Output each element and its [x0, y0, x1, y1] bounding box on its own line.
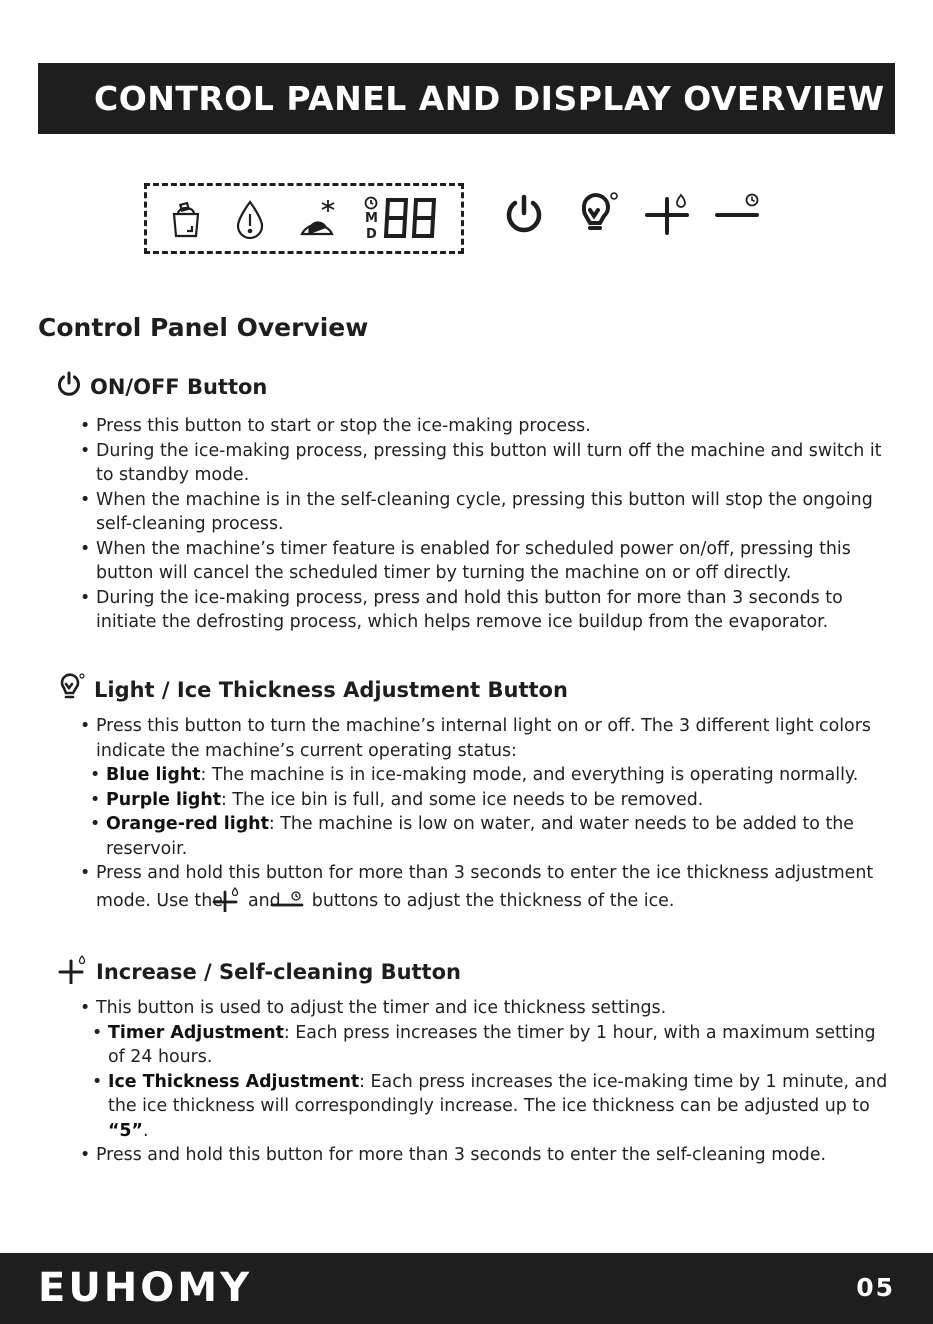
- page-number: 05: [856, 1273, 895, 1302]
- color-desc: : The ice bin is full, and some ice needs to be removed.: [221, 789, 704, 810]
- light-bulb-icon: [58, 672, 86, 707]
- ice-thickness-icon: [296, 198, 340, 240]
- hold-and: and: [248, 890, 281, 911]
- list-item: • Press this button to start or stop the ice-making process.: [80, 414, 890, 439]
- setting-desc: : Each press increases the timer by 1 hour, with a maximum setting of 24 hours.: [108, 1022, 876, 1067]
- color-name: Purple light: [106, 789, 222, 810]
- color-name: Orange-red light: [106, 814, 269, 834]
- timer-icon: [364, 196, 378, 210]
- list-item: • This button is used to adjust the timer and ice thickness settings.: [80, 996, 890, 1021]
- footer-bar: [0, 1253, 933, 1324]
- setting-desc: : Each press increases the ice-making time by 1 minute, and the ice thickness will correspondingly increase. The ice thickness can be adjusted up to: [108, 1071, 888, 1116]
- light-bulb-icon[interactable]: [576, 190, 620, 236]
- list-item: [80, 861, 890, 919]
- list-item: [90, 788, 890, 813]
- setting-name: Ice Thickness Adjustment: [108, 1071, 360, 1092]
- hold-text-a: Press and hold this button for more than 3 seconds to enter the ice thickness adjustment mode. Use the: [96, 863, 874, 911]
- light-list: [80, 714, 890, 919]
- minus-timer-icon[interactable]: [715, 192, 763, 224]
- list-item: • During the ice-making process, pressing this button will turn off the machine and switch it to standby mode.: [80, 439, 890, 488]
- onoff-heading-label: ON/OFF Button: [90, 374, 268, 399]
- list-item: • Press this button to turn the machine’s internal light on or off. The 3 different light colors indicate the machine’s current operating status:: [80, 714, 890, 763]
- light-heading: [58, 672, 568, 707]
- plus-drop-icon[interactable]: [645, 191, 691, 235]
- onoff-list: [80, 414, 890, 635]
- water-drop-warning-icon: [234, 198, 266, 240]
- brand-logo: EUHOMY: [38, 1265, 253, 1311]
- thickness-max-value: “5”: [108, 1120, 143, 1141]
- increase-heading-label: Increase / Self-cleaning Button: [96, 959, 461, 984]
- sentence-end: .: [142, 1120, 149, 1141]
- plus-drop-icon: [58, 954, 88, 989]
- list-item: • Press and hold this button for more than 3 seconds to enter the self-cleaning mode.: [80, 1143, 890, 1168]
- list-item: [90, 812, 890, 861]
- color-desc: : The machine is low on water, and water needs to be added to the reservoir.: [106, 814, 854, 859]
- ice-basket-icon: [166, 198, 206, 240]
- light-heading-label: Light / Ice Thickness Adjustment Button: [94, 677, 568, 702]
- onoff-heading: [56, 371, 267, 402]
- plus-drop-icon: [228, 886, 242, 920]
- hold-text-b: buttons to adjust the thickness of the ice.: [311, 890, 675, 911]
- setting-name: Timer Adjustment: [108, 1022, 284, 1043]
- power-icon: [56, 371, 82, 402]
- color-desc: : The machine is in ice-making mode, and everything is operating normally.: [200, 765, 859, 785]
- increase-list: [80, 996, 890, 1168]
- mode-m-label: M: [365, 211, 378, 226]
- list-item: • When the machine is in the self-cleaning cycle, pressing this button will stop the ongoing self-cleaning process.: [80, 488, 890, 537]
- minus-timer-icon: [286, 890, 306, 920]
- increase-heading: [58, 954, 461, 989]
- list-item: • During the ice-making process, press and hold this button for more than 3 seconds to initiate the defrosting process, which helps remove ice buildup from the evaporator.: [80, 586, 890, 635]
- list-item: [90, 763, 890, 788]
- mode-d-label: D: [366, 227, 377, 242]
- section-title: Control Panel Overview: [38, 313, 369, 342]
- list-item: • When the machine’s timer feature is enabled for scheduled power on/off, pressing this button will cancel the scheduled timer by turning the machine on or off directly.: [80, 537, 890, 586]
- color-name: Blue light: [106, 765, 201, 785]
- header-bar: [38, 63, 895, 134]
- seven-segment-display: [382, 196, 442, 240]
- list-item: [92, 1021, 890, 1070]
- list-item: [92, 1070, 890, 1144]
- page-header-title: CONTROL PANEL AND DISPLAY OVERVIEW: [94, 79, 885, 118]
- power-icon[interactable]: [502, 193, 546, 237]
